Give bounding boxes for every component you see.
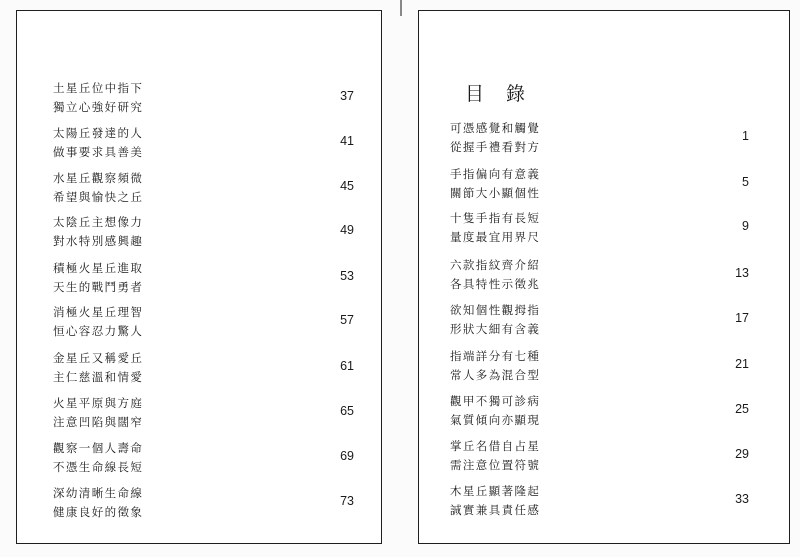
entry-line: 十隻手指有長短 [450,211,541,225]
right-page [418,10,790,544]
entry-line: 誠實兼具責任感 [450,503,541,517]
toc-entry [17,303,381,343]
entry-line: 火星平原與方庭 [53,396,144,410]
entry-line: 各具特性示徵兆 [450,277,541,291]
toc-entry [17,169,381,209]
entry-line: 關節大小顯個性 [450,186,541,200]
entry-line: 土星丘位中指下 [53,81,144,95]
toc-entry [17,484,381,524]
toc-entry [419,119,789,159]
entry-line: 做事要求具善美 [53,145,144,159]
page-number: 37 [340,89,354,103]
toc-entry [17,213,381,253]
book-gutter [400,0,402,16]
entry-line: 指端詳分有七種 [450,349,541,363]
toc-entry [419,165,789,205]
entry-line: 深幼清晰生命線 [53,486,144,500]
entry-line: 健康良好的徵象 [53,505,144,519]
entry-line: 天生的戰鬥勇者 [53,280,144,294]
toc-title: 目錄 [465,83,548,105]
entry-line: 從握手禮看對方 [450,140,541,154]
entry-line: 氣質傾向亦顯現 [450,413,541,427]
entry-line: 注意凹陷與闊窄 [53,415,144,429]
page-number: 33 [735,492,749,506]
left-page [16,10,382,544]
entry-line: 形狀大細有含義 [450,322,541,336]
entry-line: 金星丘又稱愛丘 [53,351,144,365]
entry-line: 不憑生命線長短 [53,460,144,474]
entry-line: 掌丘名借自占星 [450,439,541,453]
page-number: 53 [340,269,354,283]
toc-entry [17,349,381,389]
entry-line: 太陽丘發達的人 [53,126,144,140]
page-number: 17 [735,311,749,325]
page-number: 29 [735,447,749,461]
toc-entry [17,124,381,164]
toc-entry [419,437,789,477]
entry-line: 量度最宜用界尺 [450,230,541,244]
page-number: 25 [735,402,749,416]
page-number: 5 [742,175,749,189]
entry-line: 需注意位置符號 [450,458,541,472]
toc-entry [17,439,381,479]
page-number: 57 [340,313,354,327]
page-number: 73 [340,494,354,508]
page-number: 41 [340,134,354,148]
entry-line: 恒心容忍力驚人 [53,324,144,338]
toc-entry [419,392,789,432]
entry-line: 消極火星丘理智 [53,305,144,319]
entry-line: 獨立心強好研究 [53,100,144,114]
toc-entry [419,347,789,387]
toc-entry [419,209,789,249]
page-number: 61 [340,359,354,373]
toc-entry [17,394,381,434]
entry-line: 太陰丘主想像力 [53,215,144,229]
entry-line: 手指偏向有意義 [450,167,541,181]
toc-entry [17,79,381,119]
page-number: 69 [340,449,354,463]
toc-entry [419,256,789,296]
page-number: 1 [742,129,749,143]
entry-line: 觀甲不獨可診病 [450,394,541,408]
page-number: 13 [735,266,749,280]
entry-line: 可憑感覺和觸覺 [450,121,541,135]
entry-line: 積極火星丘進取 [53,261,144,275]
page-number: 45 [340,179,354,193]
entry-line: 木星丘顯著隆起 [450,484,541,498]
toc-entry [419,301,789,341]
entry-line: 主仁慈溫和情愛 [53,370,144,384]
page-number: 9 [742,219,749,233]
page-number: 49 [340,223,354,237]
page-number: 65 [340,404,354,418]
entry-line: 六款指紋齊介紹 [450,258,541,272]
entry-line: 對水特別感興趣 [53,234,144,248]
entry-line: 觀察一個人壽命 [53,441,144,455]
page-number: 21 [735,357,749,371]
toc-entry [419,482,789,522]
entry-line: 水星丘觀察頻微 [53,171,144,185]
entry-line: 欲知個性觀拇指 [450,303,541,317]
entry-line: 常人多為混合型 [450,368,541,382]
entry-line: 希望與愉快之丘 [53,190,144,204]
toc-entry [17,259,381,299]
